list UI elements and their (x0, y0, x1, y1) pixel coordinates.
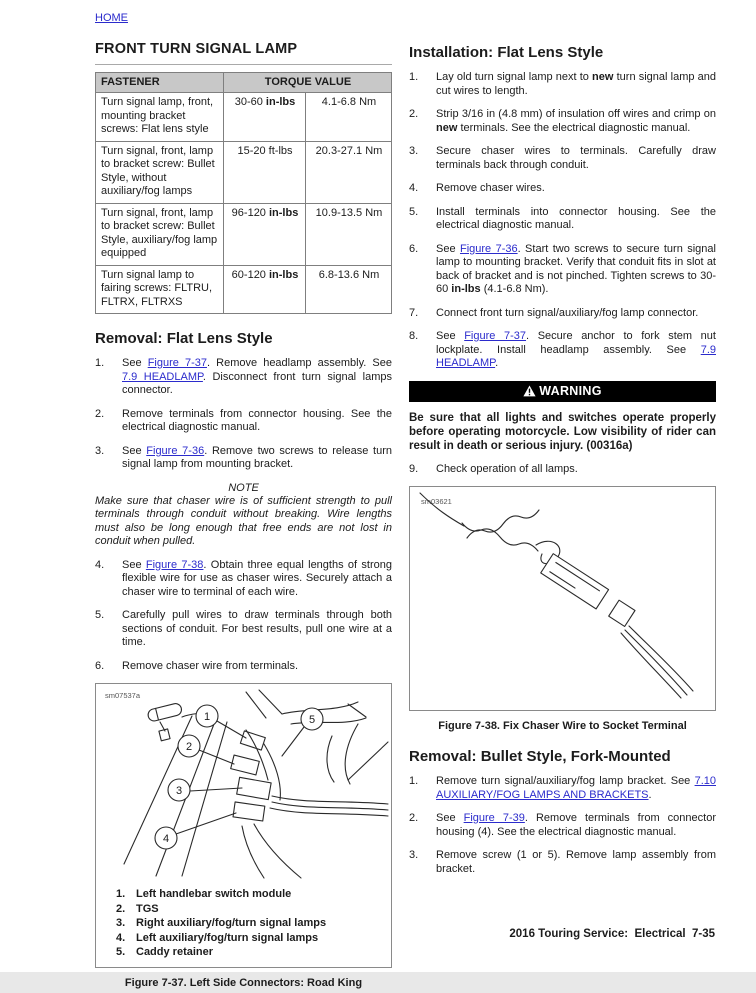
list-item (409, 849, 716, 876)
legend-item (116, 902, 385, 917)
fastener-cell: Turn signal lamp to fairing screws: FLTRU, FLTRX, FLTRXS (96, 265, 224, 314)
svg-text:3: 3 (175, 785, 183, 797)
bold-text: in-lbs (268, 268, 299, 281)
metric-cell: 4.1-6.8 Nm (306, 93, 392, 142)
step-number: 5. (95, 609, 105, 621)
step-text (436, 108, 716, 135)
callout-5 (301, 708, 323, 730)
text-run: (4.1-6.8 Nm). (480, 283, 549, 295)
figure-image-code: sm07537a (105, 691, 141, 700)
step-number: 2. (95, 407, 105, 420)
list-item (409, 206, 716, 233)
fastener-header: FASTENER (96, 73, 224, 93)
list-item (409, 307, 716, 321)
text-run: . Secure anchor to fork stem nut lockplate. Install headlamp assembly. See (436, 330, 716, 356)
step-number: 8. (409, 330, 419, 342)
torque-cell (224, 265, 306, 314)
step-number: 4. (95, 558, 105, 571)
inline-link[interactable]: 7.9 HEADLAMP (122, 370, 203, 383)
text-run: Remove chaser wires. (436, 182, 545, 194)
text-run: Strip 3/16 in (4.8 mm) of insulation off wires and crimp on (436, 108, 716, 120)
removal-steps-4-6 (95, 559, 392, 674)
table-row (96, 203, 392, 265)
list-item (409, 71, 716, 98)
legend-item (116, 945, 385, 960)
step-text (436, 206, 716, 233)
text-run: terminals. See the electrical diagnostic manual. (457, 121, 691, 134)
step-number: 4. (409, 182, 419, 194)
list-item (95, 445, 392, 472)
step-text (122, 559, 392, 600)
step-text (436, 463, 716, 477)
text-run: See (122, 558, 146, 571)
legend-number: 5. (116, 946, 126, 958)
chaser-wire-drawing-lines (420, 493, 693, 698)
text-run: See (436, 242, 460, 255)
step-text (436, 182, 716, 196)
inline-link[interactable]: Figure 7-37 (147, 357, 207, 369)
list-item (95, 408, 392, 435)
fastener-cell: Turn signal lamp, front, mounting bracket screws: Flat lens style (96, 93, 224, 142)
legend-text: TGS (136, 902, 159, 915)
text-run: . Start two screws to secure turn signal lamp to mounting bracket. Verify that conduit fits in slot at back of bracket and is not pinched. Tighten screws to 30-60 (436, 242, 716, 295)
legend-text: Left handlebar switch module (136, 888, 292, 900)
step-number: 1. (95, 357, 105, 369)
text-run: . Obtain three equal lengths of strong flexible wire for use as chaser wires. Securely attach a chaser wire to terminal of each wire. (122, 558, 392, 598)
callout-3 (168, 779, 190, 801)
step-number: 1. (409, 71, 419, 83)
page-footer: 2016 Touring Service: Electrical 7-35 (509, 928, 715, 940)
fastener-cell: Turn signal, front, lamp to bracket screw: Bullet Style, without auxiliary/fog lamps (96, 141, 224, 203)
text-run: Remove chaser wire from terminals. (122, 659, 299, 672)
bold-text: new (436, 121, 458, 134)
inline-link[interactable]: Figure 7-36 (146, 444, 205, 457)
callout-2 (178, 735, 200, 757)
section-title-installation-flat: Installation: Flat Lens Style (409, 44, 604, 61)
text-run: . Remove headlamp assembly. See (206, 357, 392, 369)
torque-table (95, 72, 392, 314)
warning-label: WARNING (539, 383, 602, 398)
text-run: See (122, 357, 148, 369)
inline-link[interactable]: 7.10 AUXILIARY/FOG LAMPS AND BRACKETS (436, 775, 716, 801)
step-text (122, 357, 392, 398)
figure-7-38-box (409, 486, 716, 711)
removal-steps-1-3 (95, 357, 392, 472)
step-text (436, 330, 716, 371)
text-run: . Remove two screws to release turn signal lamp from mounting bracket. (122, 444, 392, 470)
list-item (95, 609, 392, 650)
inline-link[interactable]: Figure 7-39 (463, 812, 525, 824)
legend-item (116, 916, 385, 931)
metric-cell: 20.3-27.1 Nm (306, 141, 392, 203)
list-item (95, 559, 392, 600)
table-header-row (96, 73, 392, 93)
figure-image-code: sm03621 (421, 497, 452, 506)
figure-7-37-box (95, 683, 392, 968)
page-content (95, 38, 716, 993)
table-row (96, 265, 392, 314)
step-text (122, 609, 392, 650)
list-item (409, 812, 716, 839)
text-run: Lay old turn signal lamp next to (436, 71, 593, 83)
step-number: 3. (409, 849, 419, 861)
torque-cell (224, 93, 306, 142)
text-run: 60-120 (231, 268, 269, 281)
inline-link[interactable]: Figure 7-38 (145, 558, 204, 571)
inline-link[interactable]: Figure 7-36 (459, 242, 518, 255)
legend-number: 4. (116, 931, 126, 944)
text-run: See (122, 444, 147, 457)
warning-text: Be sure that all lights and switches operate properly before operating motorcycle. Low visibility of rider can result in death or serious injury. (00316a) (409, 411, 716, 452)
inline-link[interactable]: 7.9 HEADLAMP (436, 343, 716, 369)
step-number: 3. (409, 145, 419, 157)
text-run: Connect front turn signal/auxiliary/fog lamp connector. (436, 306, 699, 319)
step-number: 1. (409, 775, 419, 787)
svg-text:2: 2 (185, 741, 193, 753)
text-run: Remove screw (1 or 5). Remove lamp assembly from bracket. (436, 849, 716, 875)
text-run: Install terminals into connector housing. See the electrical diagnostic manual. (436, 205, 716, 231)
step-text (436, 812, 716, 839)
text-run: 30-60 (234, 96, 266, 108)
step-text (436, 307, 716, 321)
note-text: Make sure that chaser wire is of sufficient strength to pull terminals through conduit without breaking. Wire lengths must also be long enough that free ends are not lost in conduit when pulled. (95, 494, 392, 547)
note-label: NOTE (228, 481, 259, 494)
torque-cell (224, 141, 306, 203)
bold-text: in-lbs (265, 96, 296, 108)
step-number: 2. (409, 812, 419, 824)
step-number: 6. (409, 242, 419, 255)
list-item (409, 463, 716, 477)
figure-7-38-drawing (410, 487, 715, 705)
step-number: 3. (95, 444, 105, 457)
bold-text: in-lbs (451, 283, 481, 295)
installation-step-9 (409, 463, 716, 477)
home-link[interactable]: HOME (95, 12, 128, 24)
legend-number: 2. (116, 902, 126, 915)
bold-text: new (592, 71, 614, 83)
bullet-removal-steps (409, 775, 716, 876)
step-text (436, 71, 716, 98)
section-title-removal-bullet: Removal: Bullet Style, Fork-Mounted (409, 748, 671, 765)
page-title: FRONT TURN SIGNAL LAMP (95, 38, 392, 65)
figure-7-38-caption: Figure 7-38. Fix Chaser Wire to Socket Terminal (438, 720, 687, 732)
text-run: turn signal lamp and cut wires to length. (436, 71, 716, 97)
text-run: . (495, 357, 499, 369)
callout-4 (155, 827, 177, 849)
text-run: . Disconnect front turn signal lamps connector. (122, 370, 392, 396)
step-text (436, 849, 716, 876)
installation-steps-1-8 (409, 71, 716, 371)
list-item (409, 145, 716, 172)
text-run: Carefully pull wires to draw terminals through both sections of conduit. For best results, pull one wire at a time. (122, 609, 392, 648)
step-number: 6. (95, 659, 105, 672)
step-number: 5. (409, 205, 419, 218)
text-run: See (436, 812, 464, 824)
text-run: Remove terminals from connector housing. See the electrical diagnostic manual. (122, 407, 392, 433)
step-text (436, 775, 716, 802)
legend-number: 3. (116, 917, 126, 929)
legend-text: Right auxiliary/fog/turn signal lamps (136, 917, 327, 929)
table-row (96, 93, 392, 142)
table-row (96, 141, 392, 203)
warning-banner (409, 381, 716, 402)
callout-1 (196, 705, 218, 727)
text-run: 96-120 (231, 206, 269, 219)
bold-text: in-lbs (268, 206, 299, 219)
torque-value-header: TORQUE VALUE (224, 73, 392, 93)
svg-text:1: 1 (203, 711, 211, 723)
step-text (436, 145, 716, 172)
list-item (409, 243, 716, 297)
text-run: . Remove terminals from connector housing (4). See the electrical diagnostic manual. (436, 812, 716, 838)
step-text (122, 660, 392, 674)
fastener-cell: Turn signal, front, lamp to bracket screw: Bullet Style, auxiliary/fog lamp equipped (96, 203, 224, 265)
figure-7-37-legend (96, 885, 391, 967)
legend-number: 1. (116, 888, 126, 900)
inline-link[interactable]: Figure 7-37 (464, 330, 527, 342)
text-run: Check operation of all lamps. (436, 462, 578, 475)
text-run: Secure chaser wires to terminals. Carefully draw terminals back through conduit. (436, 145, 716, 171)
step-text (436, 243, 716, 297)
section-title-removal-flat: Removal: Flat Lens Style (95, 330, 273, 347)
step-text (122, 408, 392, 435)
svg-text:4: 4 (162, 833, 170, 845)
text-run: . (648, 788, 652, 801)
legend-item (116, 887, 385, 902)
figure-7-37-drawing (96, 684, 391, 880)
warning-triangle-icon (523, 385, 536, 397)
step-number: 7. (409, 306, 419, 319)
list-item (95, 660, 392, 674)
text-run: See (436, 330, 465, 342)
torque-cell (224, 203, 306, 265)
list-item (409, 330, 716, 371)
step-text (122, 445, 392, 472)
text-run: 15-20 ft-lbs (237, 144, 293, 157)
step-number: 2. (409, 108, 419, 120)
svg-text:5: 5 (308, 714, 316, 726)
left-column (95, 38, 392, 993)
list-item (95, 357, 392, 398)
step-number: 9. (409, 462, 419, 475)
list-item (409, 775, 716, 802)
metric-cell: 6.8-13.6 Nm (306, 265, 392, 314)
legend-item (116, 931, 385, 946)
legend-text: Left auxiliary/fog/turn signal lamps (136, 931, 319, 944)
figure-7-37-caption: Figure 7-37. Left Side Connectors: Road King (124, 976, 363, 989)
legend-text: Caddy retainer (136, 946, 214, 958)
connector-diagram-lines (124, 690, 388, 878)
metric-cell: 10.9-13.5 Nm (306, 203, 392, 265)
list-item (409, 182, 716, 196)
list-item (409, 108, 716, 135)
right-column (409, 38, 716, 993)
text-run: Remove turn signal/auxiliary/fog lamp bracket. See (436, 775, 695, 787)
